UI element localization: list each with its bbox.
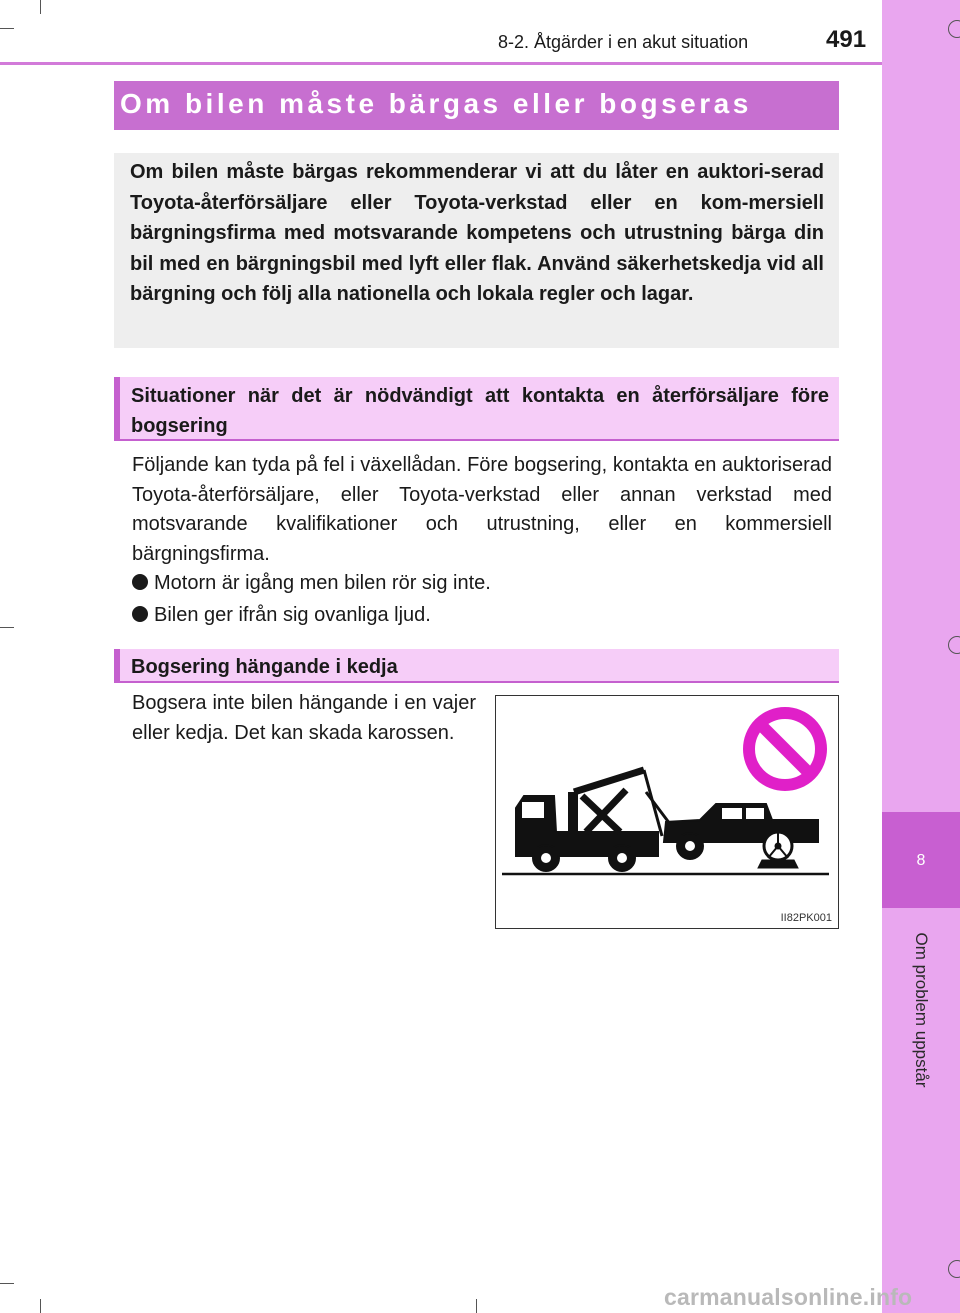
towing-illustration [495,695,839,929]
bullet-icon [132,606,148,622]
section-heading-dealer-contact: Situationer när det är nödvändigt att kontakta en återförsäljare före bogsering [114,377,839,441]
chapter-number: 8 [916,852,926,869]
pickup-truck-icon [664,804,818,868]
list-item [132,569,491,598]
crop-mark [40,0,41,14]
bullet-icon [132,574,148,590]
page-number: 491 [826,26,867,53]
crop-mark [0,1283,14,1284]
section1-paragraph: Följande kan tyda på fel i växellådan. Före bogsering, kontakta en auktoriserad Toyota-återförsäljare, eller Toyota-verkstad eller annan verkstad med motsvarande kvalifikationer och utrustning, eller en kommersiell bärgningsfirma. [132,454,832,565]
figure-code: II82PK001 [780,912,832,924]
section-heading-chain-towing: Bogsering hängande i kedja [114,649,839,683]
tow-truck-icon [516,770,676,871]
header-rule [0,62,882,65]
list-item-text: Bilen ger ifrån sig ovanliga ljud. [154,604,431,626]
header-section-title: 8-2. Åtgärder i en akut situation [498,32,749,52]
crop-mark [0,28,14,29]
registration-mark [948,1260,960,1278]
crop-mark [0,627,14,628]
prohibition-icon [749,713,821,785]
registration-mark [948,636,960,654]
section2-paragraph: Bogsera inte bilen hängande i en vajer eller kedja. Det kan skada karossen. [132,692,476,744]
registration-mark [948,20,960,38]
watermark: carmanualsonline.info [664,1284,913,1310]
list-item [132,601,431,630]
intro-text: Om bilen måste bärgas rekommenderar vi att du låter en auktori-serad Toyota-återförsäljare eller Toyota-verkstad eller en kom-mersiell bärgningsfirma med motsvarande kompetens och utrustning bärga din bil med en bärgningsbil med lyft eller flak. Använd säkerhetskedja vid all bärgning och följ alla nationella och lokala regler och lagar. [130,161,824,305]
intro-box [114,153,839,348]
list-item-text: Motorn är igång men bilen rör sig inte. [154,572,491,594]
crop-mark [476,1299,477,1313]
chapter-label: Om problem uppstår [912,932,931,1088]
page-title: Om bilen måste bärgas eller bogseras [120,88,752,119]
crop-mark [40,1299,41,1313]
towing-illustration-svg [496,696,837,927]
chapter-side-tab [882,0,960,1313]
